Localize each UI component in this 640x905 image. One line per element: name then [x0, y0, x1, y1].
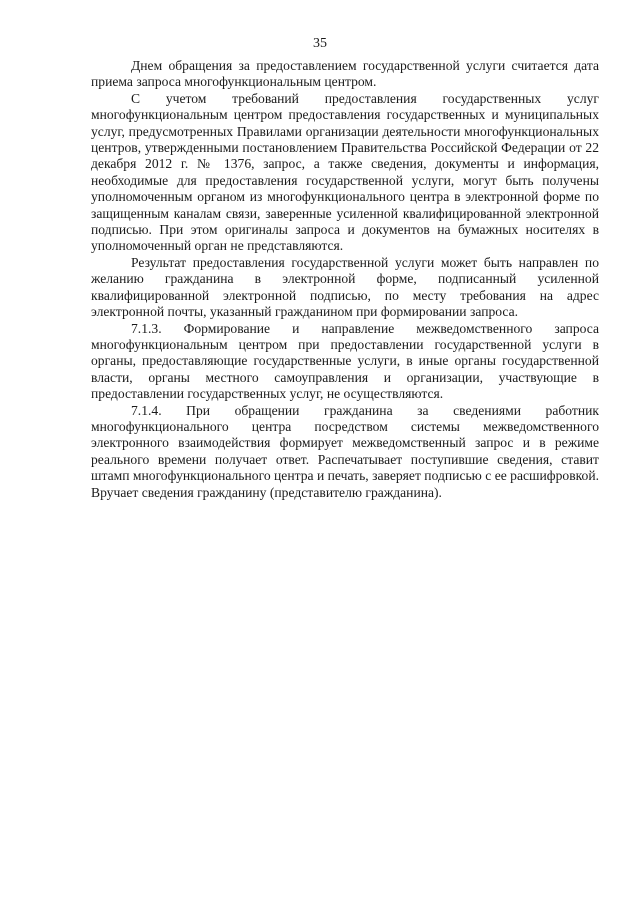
- document-body: [91, 58, 599, 501]
- page-number: 35: [313, 36, 327, 51]
- paragraph-mfc-requirements: С учетом требований предоставления государственных услуг многофункциональным центром предоставления государственных и муниципальных услуг, предусмотренных Правилами организации деятельности многофункциональных центров, утвержденными постановлением Правительства Российской Федерации от 22 декабря 2012 г. № 1376, запрос, а также сведения, документы и информация, необходимые для предоставления государственной услуги, могут быть получены уполномоченным органом из многофункционального центра в электронной форме по защищенным каналам связи, заверенные усиленной квалифицированной электронной подписью. При этом оригиналы запроса и документов на бумажных носителях в уполномоченный орган не представляются.: [91, 90, 599, 254]
- paragraph-7-1-3: 7.1.3. Формирование и направление межведомственного запроса многофункциональным центром при предоставлении государственной услуги в органы, предоставляющие государственные услуги, в иные органы государственной власти, органы местного самоуправления и организации, участвующие в предоставлении государственных услуг, не осуществляются.: [91, 320, 599, 402]
- paragraph-application-date: Днем обращения за предоставлением государственной услуги считается дата приема запроса многофункциональным центром.: [91, 58, 599, 90]
- paragraph-7-1-4: 7.1.4. При обращении гражданина за сведениями работник многофункционального центра посредством системы межведомственного электронного взаимодействия формирует межведомственный запрос и в режиме реального времени получает ответ. Распечатывает поступившие сведения, ставит штамп многофункционального центра и печать, заверяет подписью с ее расшифровкой. Вручает сведения гражданину (представителю гражданина).: [91, 402, 599, 500]
- paragraph-result-delivery: Результат предоставления государственной услуги может быть направлен по желанию гражданина в электронной форме, подписанный усиленной квалифицированной электронной подписью, по месту требования на адрес электронной почты, указанный гражданином при формировании запроса.: [91, 254, 599, 320]
